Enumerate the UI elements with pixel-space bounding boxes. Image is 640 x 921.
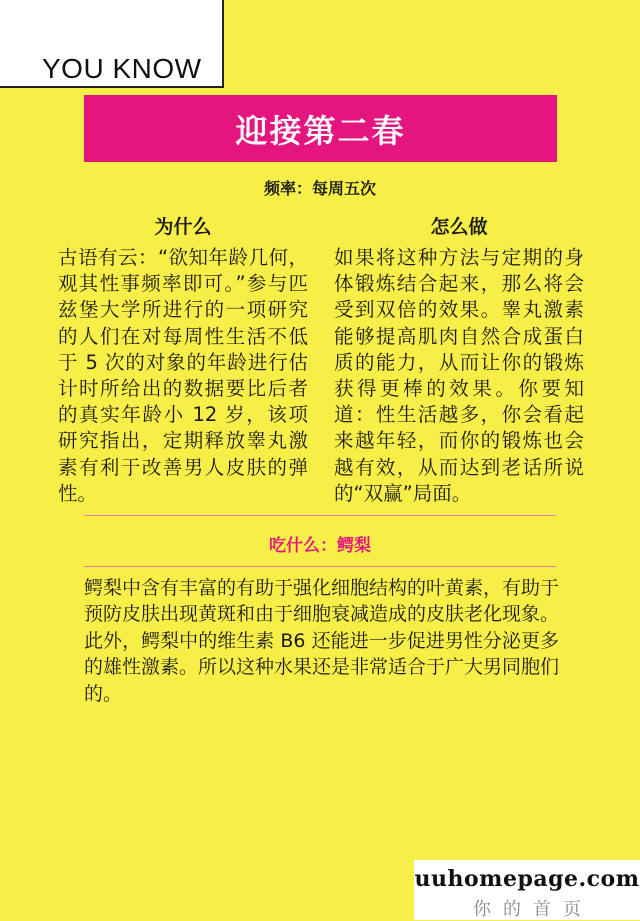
- divider-bottom: [84, 566, 556, 567]
- title-banner: [84, 95, 557, 162]
- section-tag-box: [0, 0, 224, 88]
- watermark-url: uuhomepage.com: [414, 866, 640, 892]
- watermark-subtitle: 你的首页: [473, 899, 593, 920]
- eat-body: 鳄梨中含有丰富的有助于强化细胞结构的叶黄素，有助于预防皮肤出现黄斑和由于细胞衰减造成的皮肤老化现象。此外，鳄梨中的维生素 B6 还能进一步促进男性分泌更多的雄性激素。所以这种水果还是非常适合于广大男同胞们的。: [84, 577, 560, 705]
- frequency-line: 频率：每周五次: [263, 179, 376, 198]
- why-body: 古语有云：“欲知年龄几何，观其性事频率即可。”参与匹兹堡大学所进行的一项研究的人们在对每周性生活不低于 5 次的对象的年龄进行估计时所给出的数据要比后者的真实年龄小 12 岁，该项研究指出，定期释放睾丸激素有利于改善男人皮肤的弹性。: [58, 246, 308, 505]
- how-body: 如果将这种方法与定期的身体锻炼结合起来，那么将会受到双倍的效果。睾丸激素能够提高肌肉自然合成蛋白质的能力，从而让你的锻炼获得更棒的效果。你要知道：性生活越多，你会看起来越年轻，而你的锻炼也会越有效，从而达到老话所说的“双赢”局面。: [334, 246, 584, 505]
- divider-top: [84, 515, 556, 516]
- watermark: [414, 860, 640, 920]
- page-title: 迎接第二春: [235, 111, 406, 150]
- section-tag: YOU KNOW: [42, 53, 202, 84]
- why-heading: 为什么: [154, 216, 212, 238]
- eat-heading: 吃什么：鳄梨: [269, 536, 371, 556]
- how-heading: 怎么做: [430, 216, 488, 238]
